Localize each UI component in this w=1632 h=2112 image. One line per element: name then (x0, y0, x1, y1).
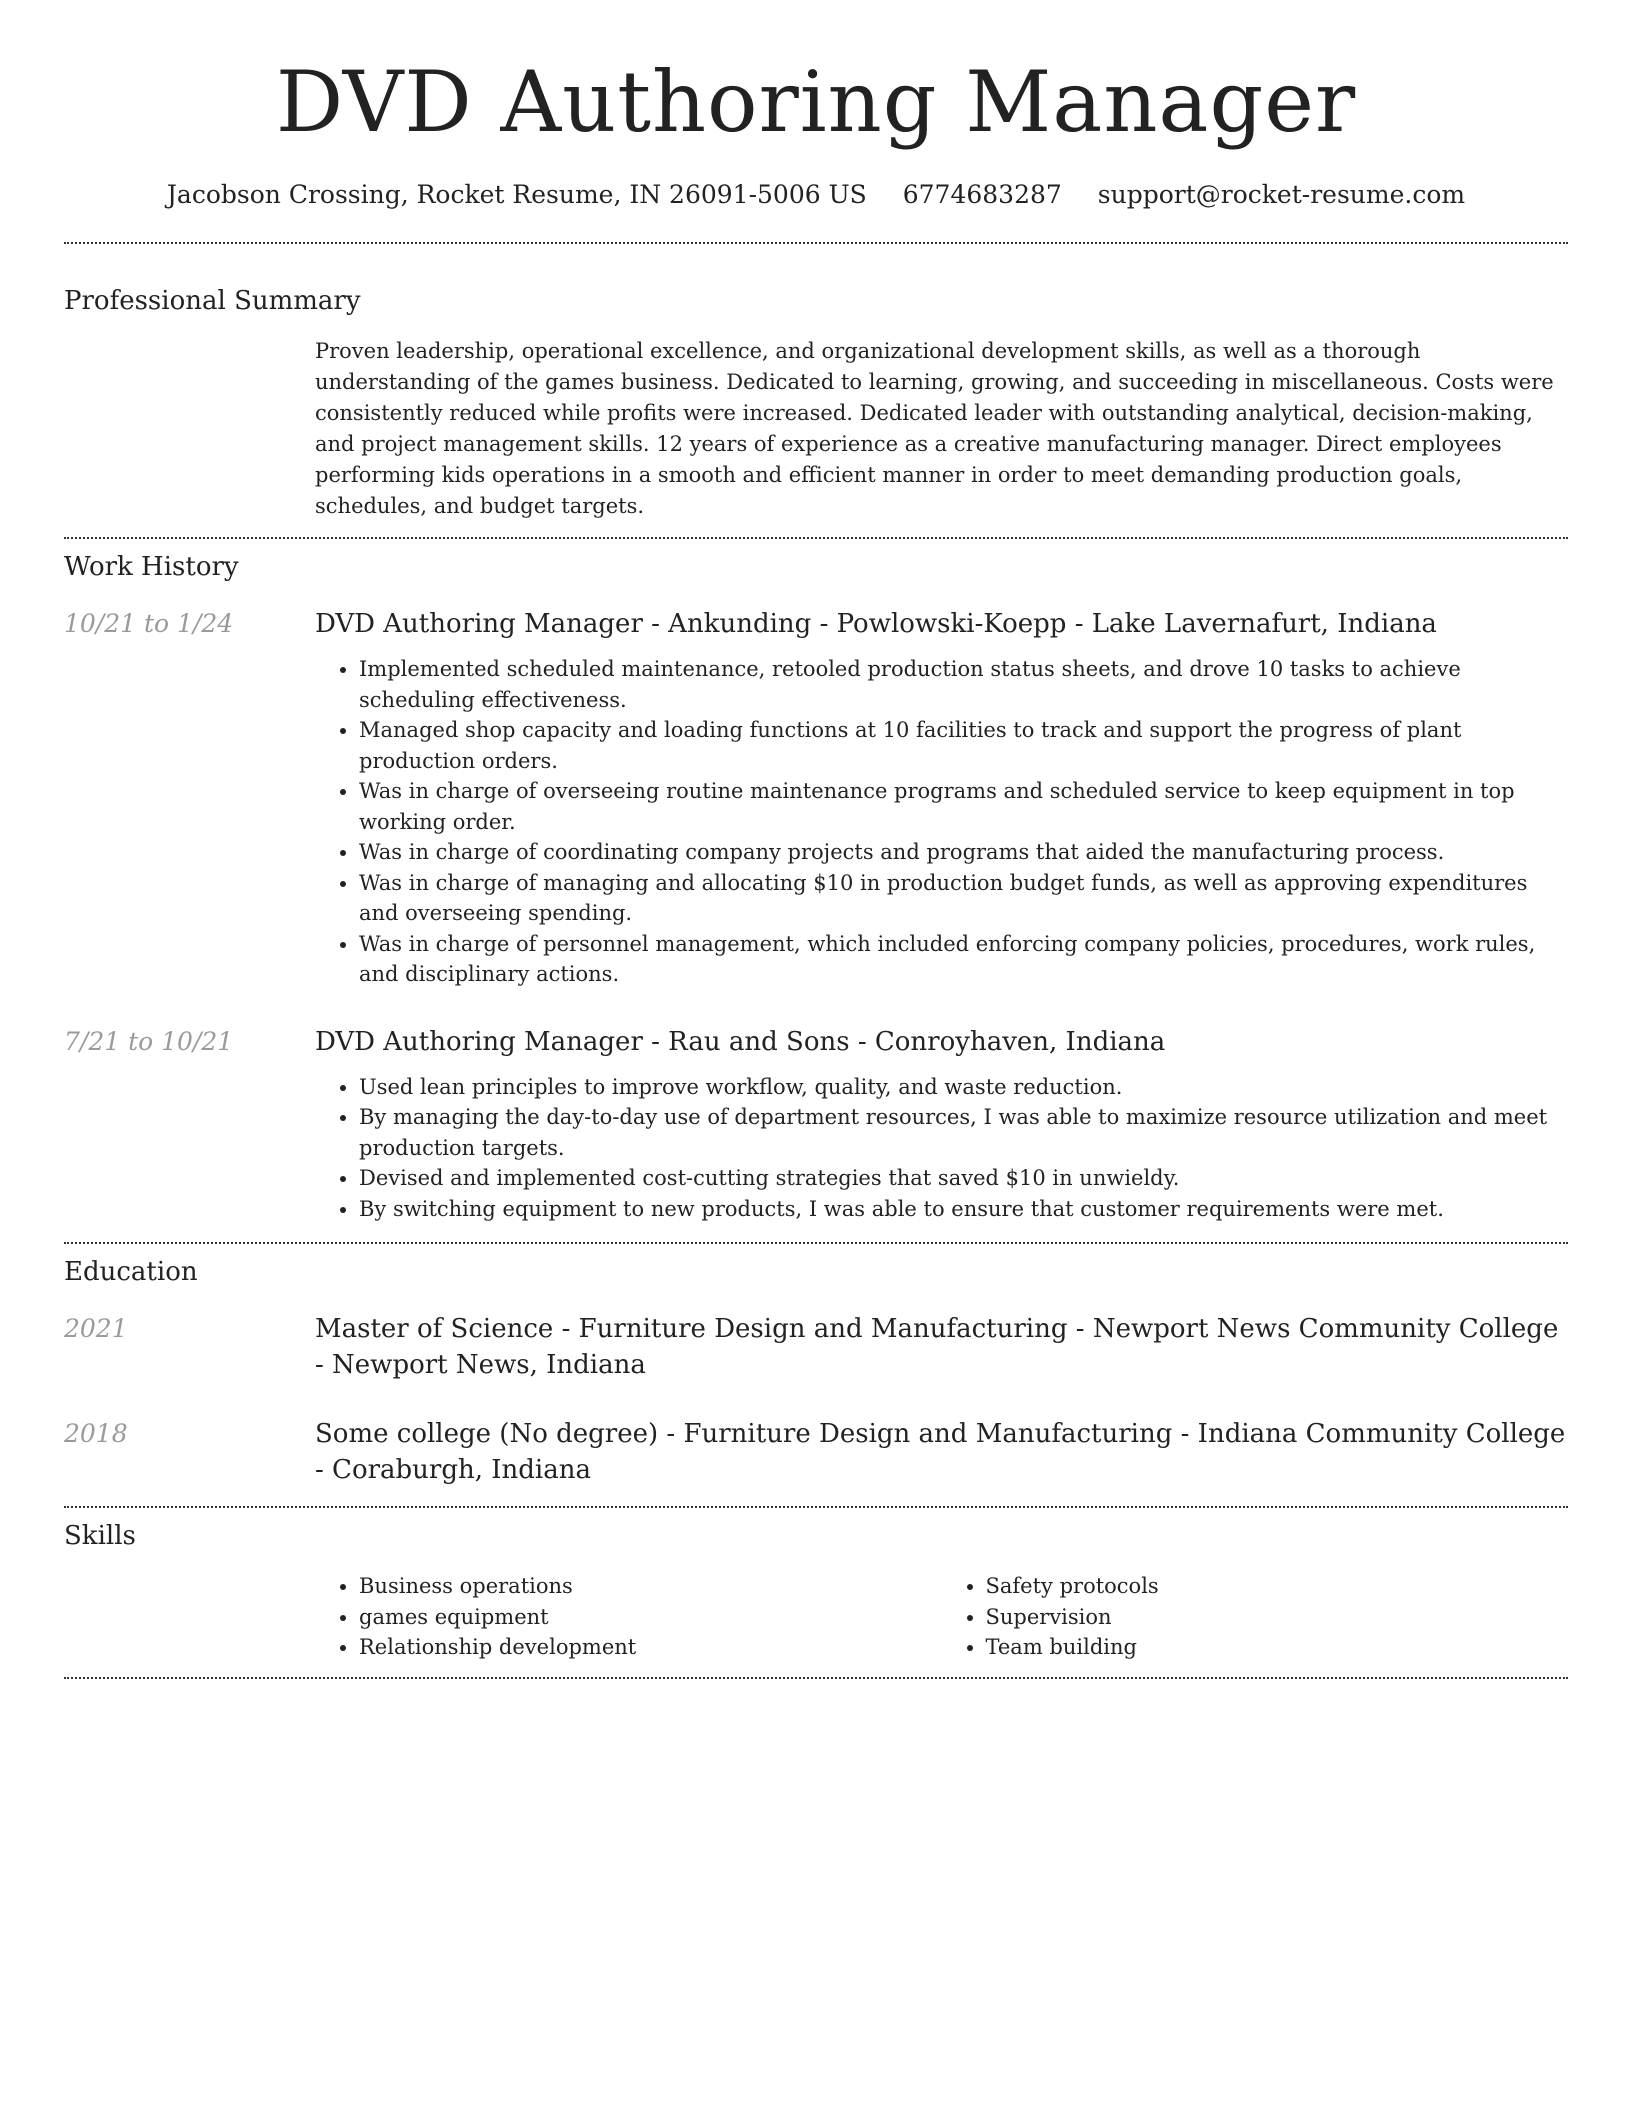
job-dates: 10/21 to 1/24 (64, 609, 234, 638)
education-field: Furniture Design and Manufacturing (683, 1419, 1173, 1449)
list-item: • Used lean principles to improve workflow, quality, and waste reduction. (359, 1072, 1568, 1103)
education-field: Furniture Design and Manufacturing (578, 1314, 1068, 1344)
education-school: Indiana Community College - Coraburgh, Indiana (315, 1419, 1566, 1485)
job-bullets (315, 1072, 1568, 1225)
list-item: • Business operations (359, 1571, 942, 1602)
contact-email: support@rocket-resume.com (1097, 180, 1466, 209)
list-item: • Supervision (986, 1602, 1569, 1633)
contact-line (64, 178, 1568, 212)
list-item: • Was in charge of personnel management, which included enforcing company policies, procedures, work rules, and disciplinary actions. (359, 929, 1568, 990)
divider (64, 1242, 1568, 1244)
resume-page (64, 0, 1568, 1679)
section-title-education: Education (64, 1257, 198, 1287)
job-heading: DVD Authoring Manager - Ankunding - Powlowski-Koepp - Lake Lavernafurt, Indiana (315, 609, 1437, 639)
list-item: • Was in charge of coordinating company projects and programs that aided the manufacturing process. (359, 837, 1568, 868)
section-title-work: Work History (64, 552, 239, 582)
resume-name: DVD Authoring Manager (275, 53, 1357, 151)
education-entry: 2021 Master of Science - Furniture Design and Manufacturing - Newport News Community College - Newport News, Indiana (64, 1311, 1568, 1383)
list-item: • games equipment (359, 1602, 942, 1633)
list-item: • Was in charge of managing and allocating $10 in production budget funds, as well as approving expenditures and overseeing spending. (359, 868, 1568, 929)
education-year: 2021 (64, 1314, 128, 1343)
education-entry: 2018 Some college (No degree) - Furniture Design and Manufacturing - Indiana Community College - Coraburgh, Indiana (64, 1416, 1568, 1488)
list-item: • Relationship development (359, 1632, 942, 1663)
summary-text: Proven leadership, operational excellence, and organizational development skills, as well as a thorough understanding of the games business. Dedicated to learning, growing, and succeeding in miscellaneous. Costs were consistently reduced while profits were increased. Dedicated leader with outstanding analytical, decision-making, and project management skills. 12 years of experience as a creative manufacturing manager. Direct employees performing kids operations in a smooth and efficient manner in order to meet demanding production goals, schedules, and budget targets. (315, 339, 1554, 518)
contact-address: Jacobson Crossing, Rocket Resume, IN 26091-5006 US (166, 180, 867, 209)
work-history-section (64, 550, 1568, 1224)
summary-section (64, 284, 1568, 522)
skills-section (64, 1519, 1568, 1663)
job-bullets (315, 654, 1568, 990)
list-item: • By switching equipment to new products, I was able to ensure that customer requirements were met. (359, 1194, 1568, 1225)
job-dates: 7/21 to 10/21 (64, 1026, 234, 1056)
divider (64, 1506, 1568, 1508)
list-item: • Managed shop capacity and loading functions at 10 facilities to track and support the progress of plant production orders. (359, 715, 1568, 776)
list-item: • Was in charge of overseeing routine maintenance programs and scheduled service to keep equipment in top working order. (359, 776, 1568, 837)
skills-list-left (315, 1571, 942, 1663)
education-year: 2018 (64, 1419, 128, 1448)
list-item: • By managing the day-to-day use of department resources, I was able to maximize resource utilization and meet production targets. (359, 1102, 1568, 1163)
section-title-summary: Professional Summary (64, 286, 361, 316)
divider (64, 1677, 1568, 1679)
education-school: Newport News Community College - Newport News, Indiana (315, 1314, 1559, 1380)
contact-phone: 6774683287 (902, 180, 1062, 209)
list-item: • Safety protocols (986, 1571, 1569, 1602)
skills-list-right (942, 1571, 1569, 1663)
list-item: • Team building (986, 1632, 1569, 1663)
job-heading: DVD Authoring Manager - Rau and Sons - Conroyhaven, Indiana (315, 1026, 1166, 1057)
section-title-skills: Skills (64, 1521, 136, 1551)
divider (64, 242, 1568, 244)
job-entry (64, 1024, 1568, 1225)
list-item: • Devised and implemented cost-cutting strategies that saved $10 in unwieldy. (359, 1163, 1568, 1194)
education-degree: Some college (No degree) (315, 1419, 659, 1449)
divider (64, 537, 1568, 539)
list-item: • Implemented scheduled maintenance, retooled production status sheets, and drove 10 tasks to achieve scheduling effectiveness. (359, 654, 1568, 715)
education-degree: Master of Science (315, 1314, 554, 1344)
education-section (64, 1255, 1568, 1488)
job-entry (64, 606, 1568, 990)
